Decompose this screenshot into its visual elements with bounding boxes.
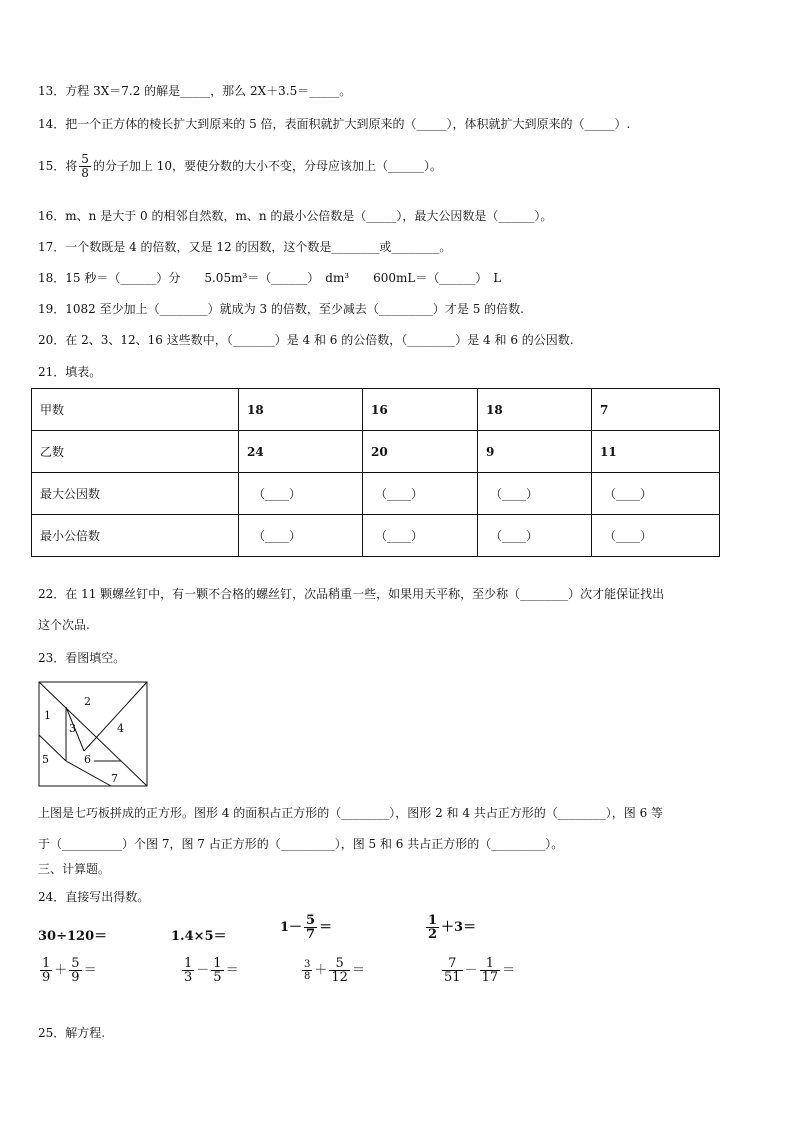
question-22-line2: 这个次品. — [38, 618, 90, 632]
answer-blank[interactable]: （____） — [239, 515, 363, 557]
question-14: 14．把一个正方体的棱长扩大到原来的 5 倍，表面积就扩大到原来的（_____），体积就扩大到原来的（_____）. — [38, 117, 631, 131]
table-row — [32, 473, 720, 515]
tangram-label: 7 — [111, 772, 118, 785]
answer-blank[interactable]: （____） — [592, 515, 720, 557]
calc-1.4-times-5: 1.4×5＝ — [171, 929, 227, 944]
question-23-title: 23．看图填空。 — [38, 651, 126, 665]
question-19: 19．1082 至少加上（________）就成为 3 的倍数，至少减去（_________）才是 5 的倍数. — [38, 302, 524, 316]
question-23-line2: 于（__________）个图 7，图 7 占正方形的（_________），图 5 和 6 共占正方形的（_________）。 — [38, 837, 564, 851]
question-15-suffix: 的分子加上 10，要使分数的大小不变，分母应该加上（______）。 — [92, 159, 443, 173]
calc-3-8-plus-5-12: $\frac{3}{8}$ ＋ $\frac{5}{12}$ ＝ — [304, 956, 365, 985]
tangram-line — [84, 682, 147, 751]
calc-7-51-minus-1-17: $\frac{7}{51}$ － $\frac{1}{17}$ ＝ — [444, 956, 516, 985]
table-cell: 乙数 — [32, 431, 239, 473]
table-cell: 20 — [363, 431, 478, 473]
question-23-line1: 上图是七巧板拼成的正方形。图形 4 的面积占正方形的（________），图形 2 和 4 共占正方形的（________），图 6 等 — [38, 806, 664, 820]
question-17: 17．一个数既是 4 的倍数，又是 12 的因数，这个数是________或________。 — [38, 240, 452, 254]
question-13: 13．方程 3X＝7.2 的解是_____，那么 2X＋3.5＝_____。 — [38, 84, 352, 98]
calc-1-2-plus-3: $\frac{1}{2}$ ＋3＝ — [428, 913, 477, 942]
calc-1-9-plus-5-9: $\frac{1}{9}$ ＋ $\frac{5}{9}$ ＝ — [42, 956, 97, 985]
question-16: 16．m、n 是大于 0 的相邻自然数，m、n 的最小公倍数是（_____），最大公因数是（______）。 — [38, 209, 553, 223]
question-25: 25．解方程. — [38, 1026, 106, 1040]
tangram-square-figure — [38, 681, 150, 789]
fraction-denominator: 8 — [81, 166, 89, 180]
question-15 — [38, 151, 442, 181]
question-22-line1: 22．在 11 颗螺丝钉中，有一颗不合格的螺丝钉，次品稍重一些，如果用天平称，至少称（________）次才能保证找出 — [38, 587, 665, 601]
table-cell: 24 — [239, 431, 363, 473]
question-15-prefix: 15．将 — [38, 159, 78, 173]
table-cell: 9 — [478, 431, 592, 473]
table-row — [32, 515, 720, 557]
table-cell: 11 — [592, 431, 720, 473]
table-cell: 16 — [363, 389, 478, 431]
table-cell: 最小公倍数 — [32, 515, 239, 557]
table-cell: 最大公因数 — [32, 473, 239, 515]
table-cell: 7 — [592, 389, 720, 431]
calc-1-minus-5-7: 1－ $\frac{5}{7}$ ＝ — [280, 913, 333, 942]
table-cell: 18 — [239, 389, 363, 431]
question-21-title: 21．填表。 — [38, 365, 102, 379]
tangram-label: 1 — [44, 709, 51, 722]
calc-1-3-minus-1-5: $\frac{1}{3}$ － $\frac{1}{5}$ ＝ — [184, 956, 239, 985]
tangram-diagonal — [39, 682, 147, 786]
table-cell: 18 — [478, 389, 592, 431]
question-18: 18．15 秒＝（______）分 5.05m³＝（______） dm³ 600mL＝（______） L — [38, 271, 502, 285]
answer-blank[interactable]: （____） — [478, 473, 592, 515]
table-row — [32, 431, 720, 473]
gcd-lcm-table — [31, 388, 720, 557]
tangram-label: 5 — [42, 753, 49, 766]
answer-blank[interactable]: （____） — [363, 515, 478, 557]
answer-blank[interactable]: （____） — [239, 473, 363, 515]
tangram-label: 2 — [84, 695, 91, 708]
table-cell: 甲数 — [32, 389, 239, 431]
tangram-label: 3 — [69, 722, 76, 735]
answer-blank[interactable]: （____） — [363, 473, 478, 515]
question-24-title: 24．直接写出得数。 — [38, 890, 150, 904]
fraction-5-8 — [79, 153, 91, 180]
tangram-label: 4 — [117, 722, 124, 735]
answer-blank[interactable]: （____） — [478, 515, 592, 557]
section-3-heading: 三、计算题。 — [38, 862, 111, 876]
answer-blank[interactable]: （____） — [592, 473, 720, 515]
fraction-numerator: 5 — [81, 152, 89, 166]
question-20: 20．在 2、3、12、16 这些数中，（_______）是 4 和 6 的公倍数，（________）是 4 和 6 的公因数. — [38, 333, 574, 347]
calc-30-div-120: 30÷120＝ — [38, 929, 108, 944]
tangram-label: 6 — [84, 753, 91, 766]
table-row — [32, 389, 720, 431]
